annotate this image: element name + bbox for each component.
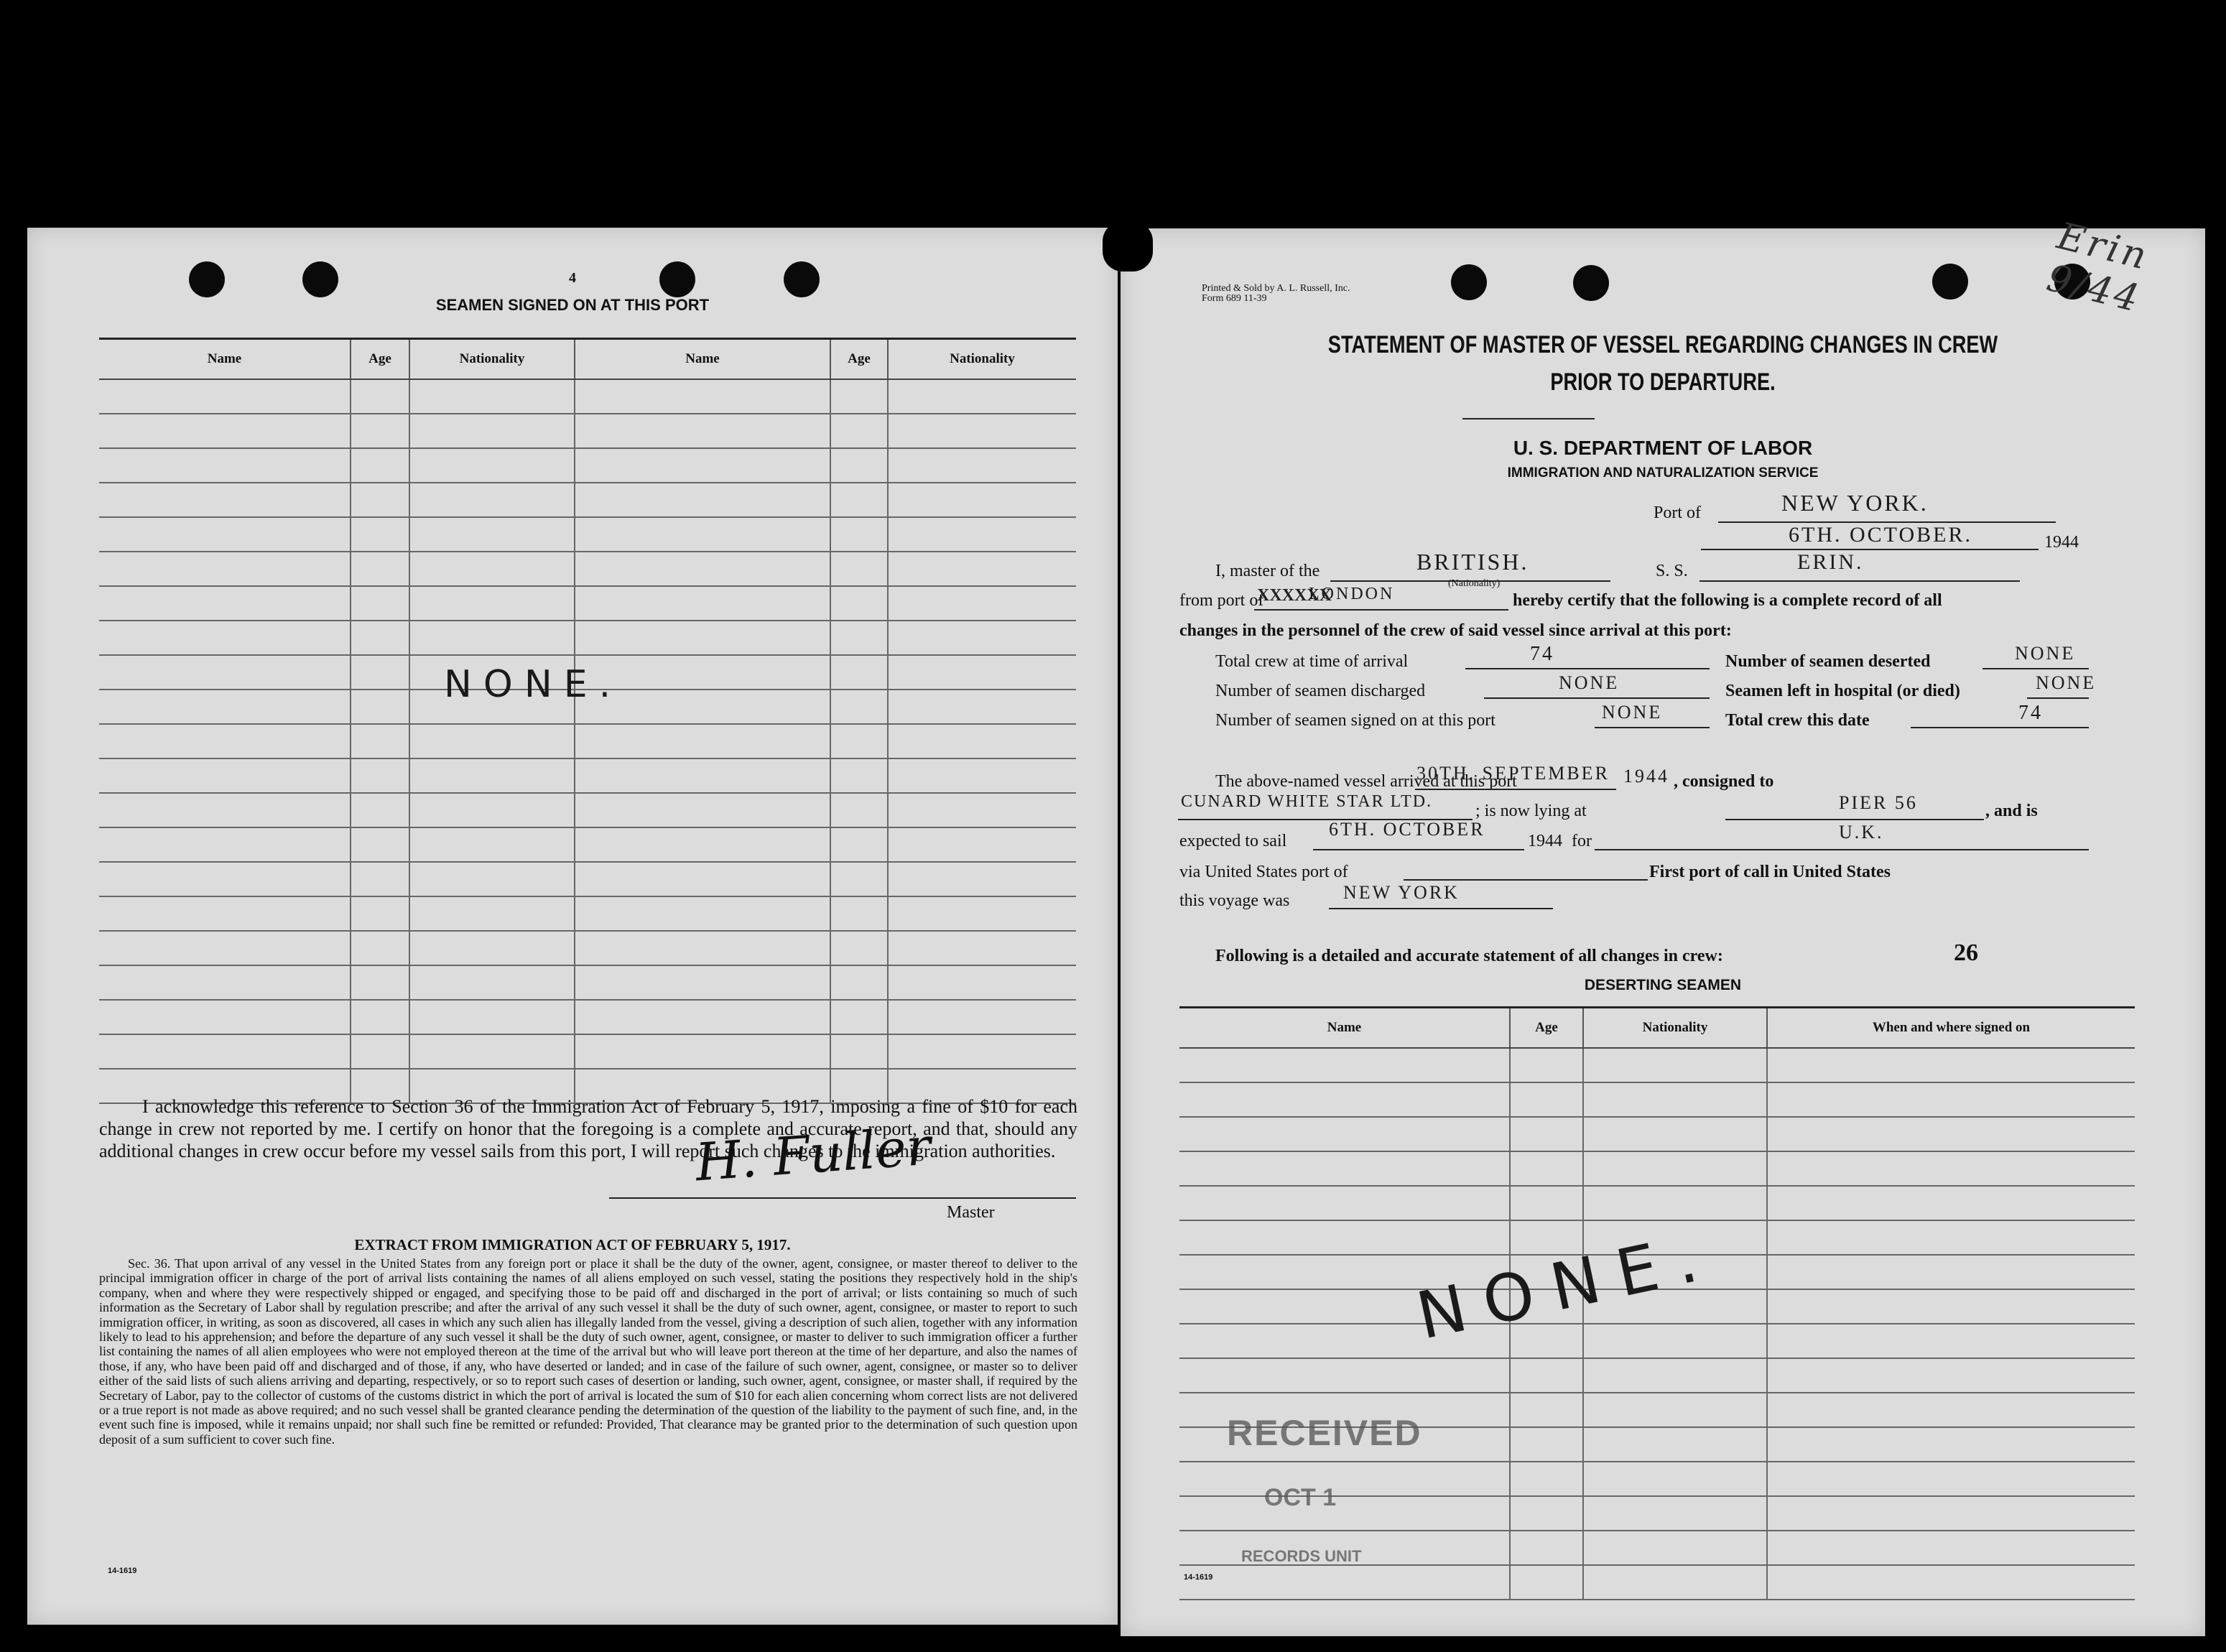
table-cell <box>888 621 1076 655</box>
table-cell <box>1510 1358 1583 1393</box>
table-cell <box>1510 1048 1583 1082</box>
page-number: 4 <box>569 270 576 286</box>
table-cell <box>99 793 351 827</box>
table-cell <box>575 1000 830 1034</box>
master-of-label: I, master of the <box>1215 562 1320 580</box>
year: 1944 <box>2044 533 2079 552</box>
table-cell <box>409 931 575 965</box>
table-cell <box>409 827 575 862</box>
table-cell <box>1179 1565 1510 1600</box>
table-cell <box>888 517 1076 552</box>
struck-text: XXXXXX <box>1257 586 1332 605</box>
col-header: Name <box>1179 1008 1510 1049</box>
changes-text: changes in the personnel of the crew of said vessel since arrival at this port: <box>1179 621 1732 640</box>
received-stamp: RECEIVED <box>1227 1413 1422 1453</box>
table-cell <box>99 379 351 414</box>
table-cell <box>99 414 351 448</box>
table-cell <box>888 931 1076 965</box>
table-cell <box>888 1034 1076 1069</box>
table-cell <box>830 517 888 552</box>
table-cell <box>1583 1531 1767 1565</box>
table-cell <box>351 862 409 896</box>
table-row <box>99 552 1076 586</box>
table-cell <box>1179 1220 1510 1255</box>
table-cell <box>575 586 830 621</box>
table-cell <box>575 931 830 965</box>
table-cell <box>888 483 1076 517</box>
lying-label: ; is now lying at <box>1475 802 1587 820</box>
table-cell <box>575 758 830 793</box>
for-label: for <box>1572 832 1592 850</box>
table-row <box>99 621 1076 655</box>
table-cell <box>409 793 575 827</box>
table-cell <box>1583 1117 1767 1151</box>
table-cell <box>409 896 575 931</box>
discharged-label: Number of seamen discharged <box>1215 682 1426 700</box>
table-cell <box>575 517 830 552</box>
col-header: Name <box>575 339 830 380</box>
table-cell <box>1510 1117 1583 1151</box>
printer-imprint <box>1202 284 1350 304</box>
table-cell <box>409 517 575 552</box>
total-arrival-label: Total crew at time of arrival <box>1215 652 1409 671</box>
extract-text: Sec. 36. That upon arrival of any vessel in the United States from any foreign port or place it shall be the duty of the owner, agent, consignee, or master thereof to deliver to the principal immigration officer in charge of the port of arrival lists containing the names of all aliens employed on such vessel, stating the positions they respectively hold in the ship's company, when and where they were respectively shipped or engaged, and specifying those to be paid off and discharged in the port of arrival; or lists containing so much of such information as the Secretary of Labor shall by regulation prescribe; and after the arrival of any such vessel it shall be the duty of such owner, agent, consignee, or master to report to such immigration officer, in writing, as soon as discovered, all cases in which any such alien has illegally landed from the vessel, giving a description of such alien, together with any information likely to lead to his apprehension; and before the departure of any such vessel it shall be the duty of such owner, agent, consignee, or master to deliver to such immigration officer a further list containing the names of all alien employees who were not employed thereon at the time of the arrival but who will leave port thereon at the time of her departure, and also the names of those, if any, who have been paid off and discharged and of those, if any, who have deserted or landed; and in case of the failure of such owner, agent, consignee, or master so to deliver either of the said lists of such aliens arriving and departing, respectively, or so to report such cases of desertion or landing, such owner, agent, consignee, or master shall, if required by the Secretary of Labor, pay to the collector of customs of the customs district in which the port of arrival is located the sum of $10 for each alien concerning whom correct lists are not delivered or a true report is not made as above required; and no such vessel shall be granted clearance pending the determination of the question of the liability to the payment of such fine, and, in the event such fine is imposed, while it remains unpaid; nor shall such fine be remitted or refunded: Provided, That clearance may be granted prior to the determination of such question upon deposit of a sum sufficient to cover such fine. <box>99 1256 1077 1447</box>
table-cell <box>1179 1496 1510 1531</box>
col-header: Age <box>1510 1008 1583 1049</box>
sail-year: 1944 <box>1528 832 1562 850</box>
table-cell <box>351 758 409 793</box>
table-cell <box>830 793 888 827</box>
table-cell <box>830 724 888 758</box>
table-cell <box>575 552 830 586</box>
and-is: , and is <box>1985 802 2038 820</box>
stamp-unit: RECORDS UNIT <box>1241 1547 1362 1565</box>
table-cell <box>1583 1565 1767 1600</box>
table-row <box>99 448 1076 483</box>
signed-on-title: SEAMEN SIGNED ON AT THIS PORT <box>435 296 710 314</box>
punch-hole <box>1573 265 1609 301</box>
table-cell <box>575 827 830 862</box>
master-label: Master <box>947 1203 995 1222</box>
signed-on-value: NONE <box>1602 702 1663 723</box>
table-cell <box>99 1034 351 1069</box>
table-cell <box>888 586 1076 621</box>
col-header: Age <box>830 339 888 380</box>
table-row <box>99 1000 1076 1034</box>
col-header: Nationality <box>1583 1008 1767 1049</box>
table-cell <box>575 414 830 448</box>
table-cell <box>351 414 409 448</box>
table-cell <box>1767 1117 2135 1151</box>
table-row <box>99 931 1076 965</box>
table-cell <box>888 793 1076 827</box>
table-cell <box>1767 1565 2135 1600</box>
table-cell <box>1179 1117 1510 1151</box>
table-cell <box>99 896 351 931</box>
deserted-label: Number of seamen deserted <box>1725 652 1931 671</box>
table-cell <box>99 724 351 758</box>
following-text: Following is a detailed and accurate statement of all changes in crew: <box>1215 947 1723 965</box>
table-cell <box>1767 1186 2135 1220</box>
table-row <box>1179 1565 2135 1600</box>
table-cell <box>830 483 888 517</box>
table-cell <box>575 448 830 483</box>
table-row <box>99 414 1076 448</box>
form-code: 14-1619 <box>1184 1573 1213 1582</box>
table-cell <box>830 379 888 414</box>
sail-label: expected to sail <box>1179 832 1287 850</box>
table-cell <box>1767 1462 2135 1496</box>
table-cell <box>99 931 351 965</box>
table-cell <box>99 448 351 483</box>
table-cell <box>99 690 351 724</box>
table-cell <box>1767 1048 2135 1082</box>
table-cell <box>888 827 1076 862</box>
table-cell <box>351 655 409 690</box>
table-cell <box>1510 1531 1583 1565</box>
total-today-label: Total crew this date <box>1725 711 1870 730</box>
table-row <box>99 758 1076 793</box>
hospital-label: Seamen left in hospital (or died) <box>1725 682 1960 700</box>
handwritten-none: NONE. <box>444 663 623 706</box>
punch-hole <box>1451 264 1487 300</box>
table-cell <box>409 862 575 896</box>
nationality-value: BRITISH. <box>1416 549 1529 575</box>
table-cell <box>409 758 575 793</box>
table-row <box>99 586 1076 621</box>
certify-text: hereby certify that the following is a complete record of all <box>1513 591 1942 610</box>
table-cell <box>409 483 575 517</box>
table-cell <box>99 517 351 552</box>
table-cell <box>575 1034 830 1069</box>
table-row <box>99 517 1076 552</box>
table-cell <box>351 379 409 414</box>
table-cell <box>830 1034 888 1069</box>
table-cell <box>830 690 888 724</box>
table-cell <box>1583 1393 1767 1427</box>
table-cell <box>99 655 351 690</box>
punch-hole <box>1932 264 1968 300</box>
table-cell <box>1767 1255 2135 1289</box>
table-row <box>1179 1151 2135 1186</box>
signed-on-table <box>99 338 1076 1104</box>
table-cell <box>575 896 830 931</box>
table-cell <box>888 448 1076 483</box>
ss-label: S. S. <box>1656 562 1688 580</box>
table-cell <box>351 896 409 931</box>
nationality-caption: (Nationality) <box>1448 578 1501 589</box>
table-cell <box>830 758 888 793</box>
table-row <box>1179 1082 2135 1117</box>
table-cell <box>888 414 1076 448</box>
first-port-label: First port of call in United States <box>1649 863 1891 881</box>
department: U. S. DEPARTMENT OF LABOR <box>1513 437 1813 459</box>
table-cell <box>409 1034 575 1069</box>
table-cell <box>1767 1151 2135 1186</box>
total-arrival-value: 74 <box>1530 643 1554 665</box>
table-cell <box>1583 1151 1767 1186</box>
consignee-value: CUNARD WHITE STAR LTD. <box>1181 792 1433 811</box>
col-header: Nationality <box>409 339 575 380</box>
table-cell <box>1510 1427 1583 1462</box>
table-row <box>99 965 1076 1000</box>
table-cell <box>1179 1082 1510 1117</box>
stamp-date: OCT 1 <box>1264 1484 1337 1511</box>
table-cell <box>1583 1462 1767 1496</box>
table-cell <box>1179 1358 1510 1393</box>
table-cell <box>351 1000 409 1034</box>
consigned-label: , consigned to <box>1674 772 1774 791</box>
table-cell <box>888 655 1076 690</box>
table-cell <box>1767 1427 2135 1462</box>
pier-value: PIER 56 <box>1839 792 1918 813</box>
binding-tear <box>1103 221 1153 272</box>
table-cell <box>1179 1048 1510 1082</box>
acknowledgment-text: I acknowledge this reference to Section 36 of the Immigration Act of February 5, 1917, imposing a fine of $10 for each change in crew not reported by me. I certify on honor that the foregoing is a complete and accurate report, and that, should any additional changes in crew occur before my vessel sails from this port, I will report such changes to the immigration authorities. <box>99 1096 1077 1161</box>
table-row <box>99 862 1076 896</box>
table-cell <box>1583 1186 1767 1220</box>
table-cell <box>575 724 830 758</box>
table-cell <box>575 483 830 517</box>
table-cell <box>830 896 888 931</box>
table-cell <box>1767 1531 2135 1565</box>
form-code: 14-1619 <box>108 1567 137 1575</box>
table-cell <box>351 690 409 724</box>
table-cell <box>99 965 351 1000</box>
voyage-label: this voyage was <box>1179 891 1290 910</box>
table-cell <box>830 931 888 965</box>
table-row <box>1179 1358 2135 1393</box>
arrived-label: The above-named vessel arrived at this port <box>1215 772 1517 791</box>
table-cell <box>409 379 575 414</box>
printer-line: Printed & Sold by A. L. Russell, Inc. <box>1202 283 1350 294</box>
table-cell <box>1767 1358 2135 1393</box>
table-cell <box>888 1000 1076 1034</box>
page-marker: 26 <box>1954 939 1978 966</box>
table-cell <box>888 862 1076 896</box>
table-cell <box>1767 1082 2135 1117</box>
table-row <box>1179 1048 2135 1082</box>
table-cell <box>99 552 351 586</box>
date-value: 6TH. OCTOBER. <box>1789 523 1972 547</box>
table-cell <box>888 552 1076 586</box>
col-header: When and where signed on <box>1767 1008 2135 1049</box>
table-cell <box>409 414 575 448</box>
col-header: Nationality <box>888 339 1076 380</box>
table-cell <box>888 724 1076 758</box>
table-cell <box>351 1034 409 1069</box>
table-row <box>99 483 1076 517</box>
table-cell <box>1767 1324 2135 1358</box>
table-cell <box>888 758 1076 793</box>
deserting-title: DESERTING SEAMEN <box>1584 977 1742 993</box>
table-cell <box>351 827 409 862</box>
table-cell <box>1767 1496 2135 1531</box>
table-cell <box>351 552 409 586</box>
table-cell <box>99 758 351 793</box>
table-cell <box>1583 1496 1767 1531</box>
form-number: Form 689 11-39 <box>1202 293 1267 304</box>
arrived-year: 1944 <box>1623 766 1669 786</box>
table-cell <box>99 483 351 517</box>
table-cell <box>888 965 1076 1000</box>
table-cell <box>830 621 888 655</box>
table-cell <box>409 552 575 586</box>
table-cell <box>1583 1082 1767 1117</box>
table-cell <box>409 621 575 655</box>
table-cell <box>1583 1324 1767 1358</box>
table-cell <box>830 448 888 483</box>
table-cell <box>351 931 409 965</box>
handwritten-none: NONE. <box>1410 1217 1722 1355</box>
table-cell <box>1510 1393 1583 1427</box>
table-cell <box>1583 1427 1767 1462</box>
title-line: PRIOR TO DEPARTURE. <box>1550 368 1776 396</box>
table-cell <box>830 862 888 896</box>
table-cell <box>1583 1358 1767 1393</box>
table-row <box>99 793 1076 827</box>
table-cell <box>99 862 351 896</box>
via-label: via United States port of <box>1179 863 1348 881</box>
table-cell <box>99 1000 351 1034</box>
total-today-value: 74 <box>2018 702 2043 724</box>
table-row <box>99 896 1076 931</box>
table-cell <box>351 517 409 552</box>
master-signature: H. Fuller <box>693 1115 933 1193</box>
table-cell <box>1179 1151 1510 1186</box>
table-cell <box>409 965 575 1000</box>
table-cell <box>575 862 830 896</box>
table-cell <box>1510 1151 1583 1186</box>
signed-on-label: Number of seamen signed on at this port <box>1215 711 1495 730</box>
table-cell <box>830 552 888 586</box>
right-page <box>1121 214 2205 1636</box>
table-cell <box>830 655 888 690</box>
table-cell <box>575 965 830 1000</box>
table-cell <box>351 586 409 621</box>
table-cell <box>830 965 888 1000</box>
corner-note: Erin 9/44 <box>2042 214 2153 322</box>
deserted-value: NONE <box>2015 643 2076 664</box>
voyage-value: NEW YORK <box>1343 882 1460 903</box>
table-cell <box>351 793 409 827</box>
discharged-value: NONE <box>1559 672 1620 693</box>
col-header: Name <box>99 339 351 380</box>
table-cell <box>888 896 1076 931</box>
from-port-value: LONDON <box>1309 585 1395 603</box>
table-cell <box>1510 1496 1583 1531</box>
ship-name: ERIN. <box>1797 550 1864 574</box>
table-cell <box>830 1000 888 1034</box>
table-cell <box>1510 1082 1583 1117</box>
destination-value: U.K. <box>1839 822 1884 843</box>
service: IMMIGRATION AND NATURALIZATION SERVICE <box>1507 465 1819 481</box>
hospital-value: NONE <box>2036 672 2097 693</box>
table-cell <box>1510 1565 1583 1600</box>
table-cell <box>888 690 1076 724</box>
table-cell <box>351 621 409 655</box>
table-row <box>1179 1186 2135 1220</box>
table-cell <box>351 965 409 1000</box>
from-port-label: from port of <box>1179 591 1264 610</box>
table-cell <box>830 586 888 621</box>
table-cell <box>409 724 575 758</box>
table-cell <box>1179 1186 1510 1220</box>
extract-title: EXTRACT FROM IMMIGRATION ACT OF FEBRUARY 5, 1917. <box>354 1236 791 1253</box>
table-cell <box>409 448 575 483</box>
table-cell <box>830 414 888 448</box>
table-row <box>1179 1324 2135 1358</box>
table-row <box>99 1034 1076 1069</box>
table-cell <box>575 379 830 414</box>
col-header: Age <box>351 339 409 380</box>
table-cell <box>409 586 575 621</box>
table-cell <box>351 724 409 758</box>
table-cell <box>99 586 351 621</box>
sail-value: 6TH. OCTOBER <box>1329 819 1485 840</box>
table-cell <box>1767 1220 2135 1255</box>
table-row <box>99 379 1076 414</box>
port-label: Port of <box>1654 504 1701 522</box>
table-cell <box>1767 1289 2135 1324</box>
form-title <box>1229 326 2097 401</box>
table-cell <box>830 827 888 862</box>
table-cell <box>1510 1186 1583 1220</box>
table-cell <box>575 793 830 827</box>
table-cell <box>1767 1393 2135 1427</box>
port-value: NEW YORK. <box>1781 490 1929 516</box>
table-cell <box>1179 1462 1510 1496</box>
table-cell <box>99 827 351 862</box>
table-row <box>99 724 1076 758</box>
arrived-value: 30TH. SEPTEMBER <box>1416 763 1610 784</box>
left-page <box>27 228 1118 1625</box>
table-row <box>1179 1117 2135 1151</box>
table-cell <box>99 621 351 655</box>
table-cell <box>888 379 1076 414</box>
table-row <box>99 827 1076 862</box>
table-cell <box>351 483 409 517</box>
table-cell <box>1583 1048 1767 1082</box>
table-cell <box>409 1000 575 1034</box>
table-cell <box>351 448 409 483</box>
table-cell <box>575 621 830 655</box>
table-cell <box>1510 1462 1583 1496</box>
title-line: STATEMENT OF MASTER OF VESSEL REGARDING CHANGES IN CREW <box>1327 331 1998 358</box>
